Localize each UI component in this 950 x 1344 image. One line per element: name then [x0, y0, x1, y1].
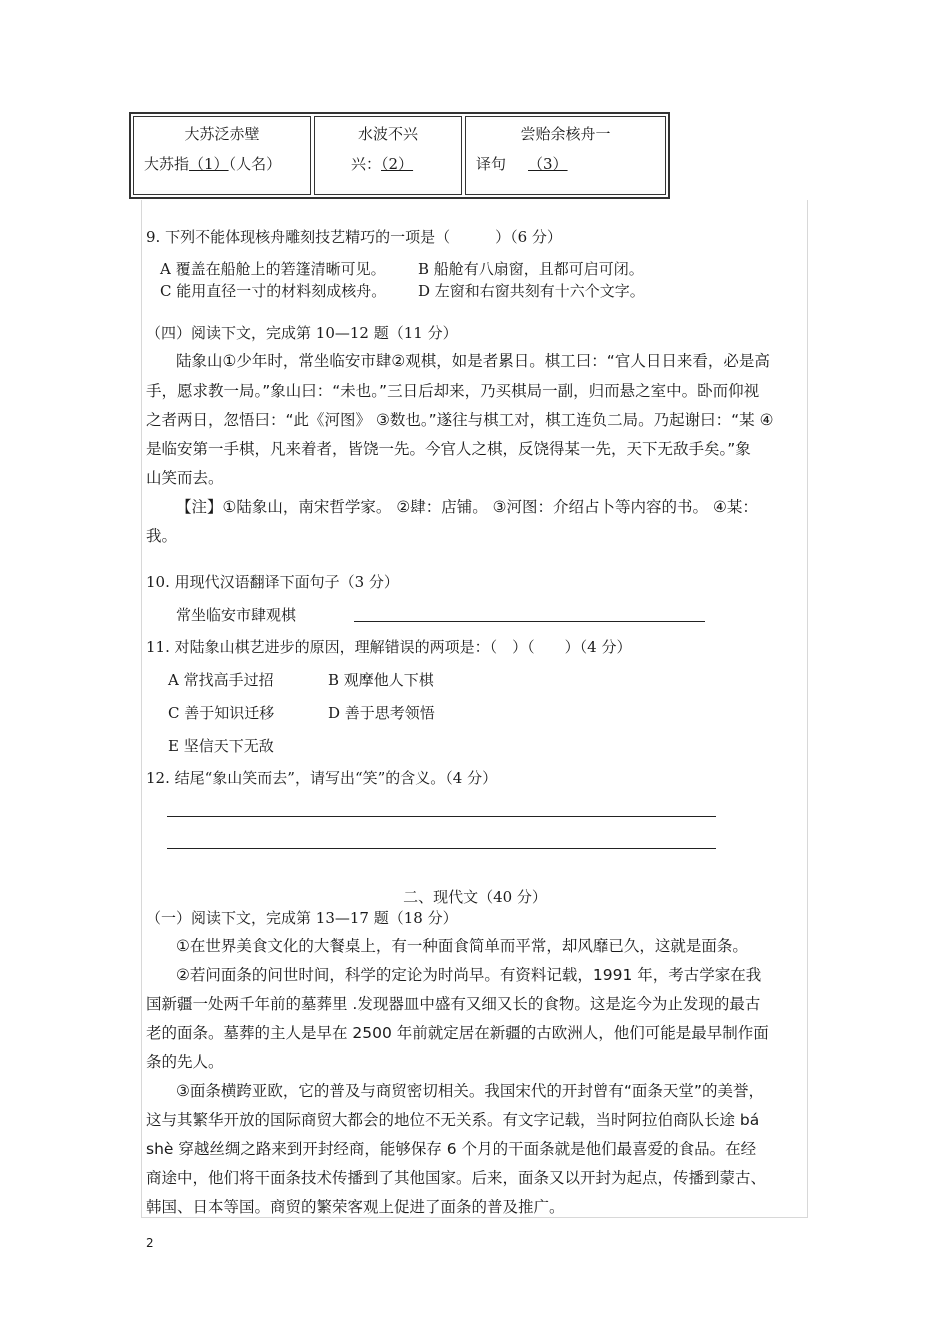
article-line-3: 国新疆一处两千年前的墓葬里 .发现器皿中盛有又细又长的食物。这是迄今为止发现的最古 [146, 995, 761, 1013]
q9-option-b: B 船舱有八扇窗，且都可启可闭。 [418, 260, 644, 278]
q9-option-d: D 左窗和右窗共刻有十六个文字。 [418, 282, 645, 300]
article-line-4: 老的面条。墓葬的主人是早在 2500 年前就定居在新疆的古欧洲人，他们可能是最早制作面 [146, 1024, 769, 1042]
section4-heading: （四）阅读下文，完成第 10—12 题（11 分） [146, 324, 458, 342]
q11-stem: 11. 对陆象山棋艺进步的原因，理解错误的两项是：（ ）（ ）（4 分） [146, 638, 632, 656]
q11-option-a: A 常找高手过招 [168, 671, 274, 689]
passage-line-4: 是临安第一手棋，凡来着者，皆饶一先。今官人之棋，反饶得某一先，天下无敌手矣。”象 [146, 440, 751, 458]
table-cell-2 [314, 116, 462, 195]
cell-2-prefix: 兴： [351, 155, 382, 173]
article-line-5: 条的先人。 [146, 1053, 224, 1071]
part2-title: 二、现代文（40 分） [403, 888, 547, 906]
q12-answer-line-1[interactable] [167, 816, 716, 817]
passage-line-2: 手，愿求教一局。”象山曰：“未也。”三日后却来，乃买棋局一副，归而悬之室中。卧而仰视 [146, 382, 760, 400]
blank-1[interactable]: （1） [189, 155, 229, 173]
article-line-8: shè 穿越丝绸之路来到开封经商，能够保存 6 个月的干面条就是他们最喜爱的食品。在经 [146, 1140, 757, 1158]
q9-option-c: C 能用直径一寸的材料刻成核舟。 [160, 282, 387, 300]
q9-option-a: A 覆盖在船舱上的箬篷清晰可见。 [160, 260, 386, 278]
cell-2-title: 水波不兴 [357, 125, 418, 143]
note-line-2: 我。 [146, 527, 178, 545]
table-cell-3 [465, 116, 666, 195]
q9-stem: 9. 下列不能体现核舟雕刻技艺精巧的一项是（ ）（6 分） [146, 228, 562, 246]
q12-answer-line-2[interactable] [167, 848, 716, 849]
blank-2[interactable]: （2） [381, 155, 414, 173]
passage-line-3: 之者两日，忽悟曰：“此《河图》 ③数也。”遂往与棋工对，棋工连负二局。乃起谢曰：“某 ④ [146, 411, 774, 429]
q10-answer-line[interactable] [354, 621, 705, 622]
q11-option-d: D 善于思考领悟 [328, 704, 435, 722]
q12-stem: 12. 结尾“象山笑而去”，请写出“笑”的含义。（4 分） [146, 769, 498, 787]
cell-1-title: 大苏泛赤壁 [184, 125, 260, 143]
cell-1-suffix: （人名） [228, 155, 282, 173]
cell-3-prefix: 译句 [476, 155, 507, 173]
part2-subheading: （一）阅读下文，完成第 13—17 题（18 分） [146, 909, 458, 927]
note-line-1: 【注】①陆象山，南宋哲学家。 ②肆：店铺。 ③河图：介绍占卜等内容的书。 ④某： [176, 498, 758, 516]
article-line-9: 商途中，他们将干面条技术传播到了其他国家。后来，面条又以开封为起点，传播到蒙古、 [146, 1169, 767, 1187]
article-line-7: 这与其繁华开放的国际商贸大都会的地位不无关系。有文字记载，当时阿拉伯商队长途 bá [146, 1111, 760, 1129]
q11-option-c: C 善于知识迁移 [168, 704, 275, 722]
q11-option-e: E 坚信天下无敌 [168, 737, 274, 755]
article-line-10: 韩国、日本等国。商贸的繁荣客观上促进了面条的普及推广。 [146, 1198, 565, 1216]
article-line-6: ③面条横跨亚欧，它的普及与商贸密切相关。我国宋代的开封曾有“面条天堂”的美誉， [176, 1082, 764, 1100]
q10-stem: 10. 用现代汉语翻译下面句子（3 分） [146, 573, 399, 591]
page-number: 2 [146, 1236, 154, 1250]
cell-3-title: 尝贻余核舟一 [520, 125, 611, 143]
cell-1-prefix: 大苏指 [144, 155, 190, 173]
q10-sentence: 常坐临安市肆观棋 [176, 606, 297, 624]
q11-option-b: B 观摩他人下棋 [328, 671, 434, 689]
table-cell-1 [133, 116, 311, 195]
blank-3[interactable]: （3） [528, 155, 568, 173]
article-line-2: ②若问面条的问世时间，科学的定论为时尚早。有资料记载，1991 年，考古学家在我 [176, 966, 762, 984]
passage-line-5: 山笑而去。 [146, 469, 224, 487]
passage-line-1: 陆象山①少年时，常坐临安市肆②观棋，如是者累日。棋工曰：“官人日日来看，必是高 [176, 352, 770, 370]
article-line-1: ①在世界美食文化的大餐桌上，有一种面食简单而平常，却风靡已久，这就是面条。 [176, 937, 748, 955]
